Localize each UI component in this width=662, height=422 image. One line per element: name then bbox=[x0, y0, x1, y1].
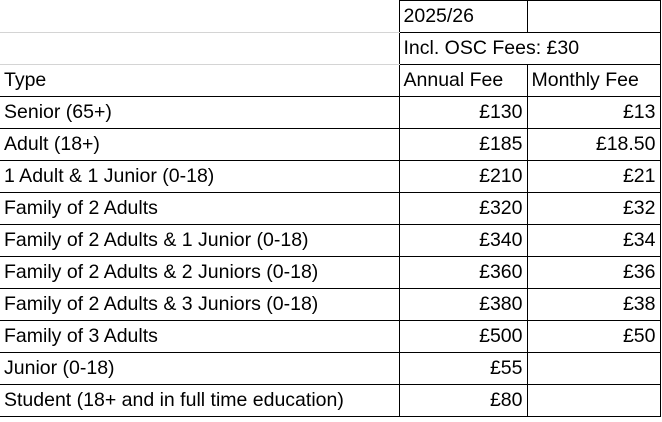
osc-note-row bbox=[0, 33, 660, 65]
membership-type-cell[interactable]: Family of 3 Adults bbox=[0, 321, 399, 353]
annual-fee-cell[interactable]: £130 bbox=[399, 97, 527, 129]
monthly-fee-column-header[interactable]: Monthly Fee bbox=[527, 65, 660, 97]
season-header-row bbox=[0, 1, 660, 33]
annual-fee-cell[interactable]: £360 bbox=[399, 257, 527, 289]
table-row bbox=[0, 129, 660, 161]
monthly-fee-cell[interactable]: £32 bbox=[527, 193, 660, 225]
annual-fee-cell[interactable]: £55 bbox=[399, 353, 527, 385]
annual-fee-cell[interactable]: £500 bbox=[399, 321, 527, 353]
table-row bbox=[0, 353, 660, 385]
monthly-fee-cell[interactable]: £13 bbox=[527, 97, 660, 129]
monthly-fee-cell[interactable]: £21 bbox=[527, 161, 660, 193]
annual-fee-cell[interactable]: £380 bbox=[399, 289, 527, 321]
table-row bbox=[0, 97, 660, 129]
monthly-fee-cell[interactable]: £50 bbox=[527, 321, 660, 353]
empty-cell[interactable] bbox=[0, 33, 399, 65]
table-row bbox=[0, 225, 660, 257]
table-row bbox=[0, 321, 660, 353]
monthly-fee-cell[interactable] bbox=[527, 353, 660, 385]
table-row bbox=[0, 385, 660, 417]
membership-type-cell[interactable]: 1 Adult & 1 Junior (0-18) bbox=[0, 161, 399, 193]
annual-fee-cell[interactable]: £320 bbox=[399, 193, 527, 225]
membership-type-cell[interactable]: Senior (65+) bbox=[0, 97, 399, 129]
annual-fee-cell[interactable]: £185 bbox=[399, 129, 527, 161]
table-row bbox=[0, 193, 660, 225]
annual-fee-cell[interactable]: £210 bbox=[399, 161, 527, 193]
table-row bbox=[0, 289, 660, 321]
type-column-header[interactable]: Type bbox=[0, 65, 399, 97]
monthly-fee-cell[interactable]: £18.50 bbox=[527, 129, 660, 161]
membership-type-cell[interactable]: Adult (18+) bbox=[0, 129, 399, 161]
osc-fees-note[interactable]: Incl. OSC Fees: £30 bbox=[399, 33, 660, 65]
monthly-fee-cell[interactable]: £34 bbox=[527, 225, 660, 257]
annual-fee-cell[interactable]: £340 bbox=[399, 225, 527, 257]
season-cell[interactable]: 2025/26 bbox=[399, 1, 527, 33]
annual-fee-column-header[interactable]: Annual Fee bbox=[399, 65, 527, 97]
membership-type-cell[interactable]: Family of 2 Adults bbox=[0, 193, 399, 225]
table-row bbox=[0, 257, 660, 289]
empty-season-cell[interactable] bbox=[527, 1, 660, 33]
monthly-fee-cell[interactable] bbox=[527, 385, 660, 417]
membership-type-cell[interactable]: Family of 2 Adults & 1 Junior (0-18) bbox=[0, 225, 399, 257]
membership-type-cell[interactable]: Junior (0-18) bbox=[0, 353, 399, 385]
monthly-fee-cell[interactable]: £36 bbox=[527, 257, 660, 289]
membership-type-cell[interactable]: Family of 2 Adults & 3 Juniors (0-18) bbox=[0, 289, 399, 321]
membership-type-cell[interactable]: Family of 2 Adults & 2 Juniors (0-18) bbox=[0, 257, 399, 289]
membership-type-cell[interactable]: Student (18+ and in full time education) bbox=[0, 385, 399, 417]
empty-cell[interactable] bbox=[0, 1, 399, 33]
column-header-row bbox=[0, 65, 660, 97]
table-row bbox=[0, 161, 660, 193]
monthly-fee-cell[interactable]: £38 bbox=[527, 289, 660, 321]
annual-fee-cell[interactable]: £80 bbox=[399, 385, 527, 417]
